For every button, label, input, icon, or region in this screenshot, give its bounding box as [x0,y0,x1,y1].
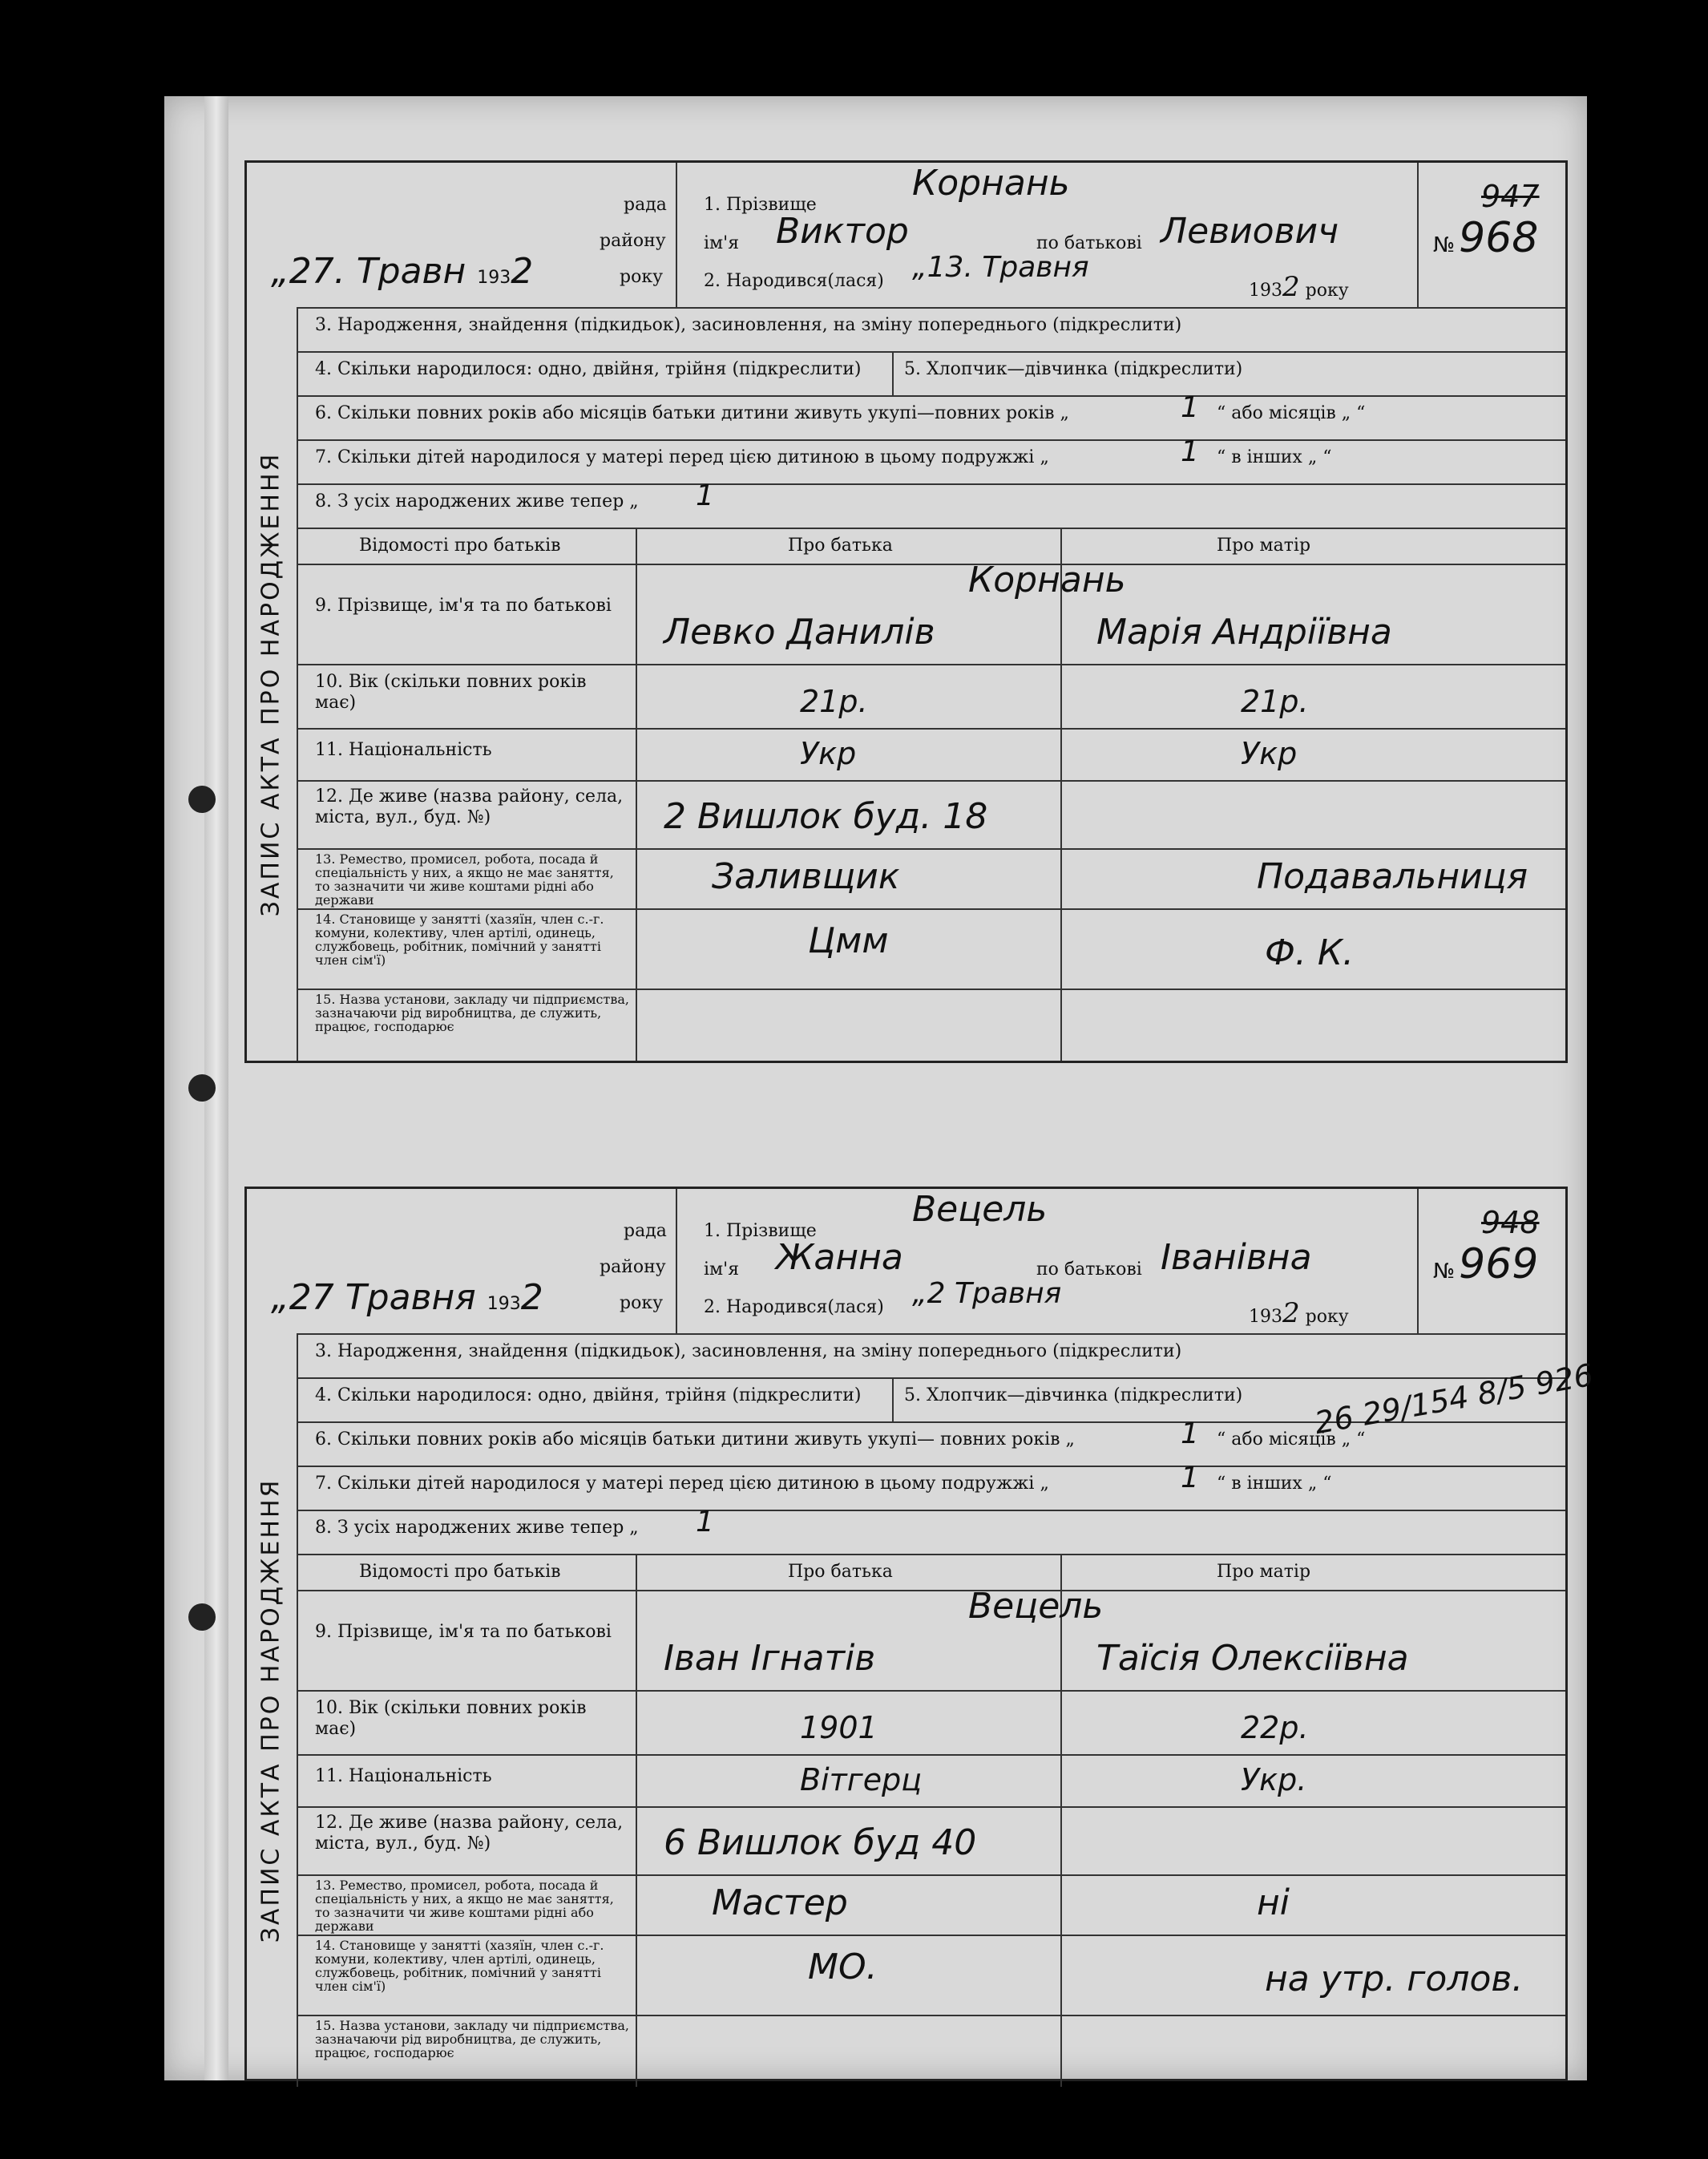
q9-label: 9. Прізвище, ім'я та по батькові [315,596,612,616]
rayonu-label: району [600,1257,666,1277]
row-divider [297,1554,1565,1555]
reg-year-prefix: 193 [477,268,511,288]
father-nat-value: Укр [800,736,857,771]
rayonu-label: району [600,231,666,251]
father-age-value: 1901 [800,1710,878,1745]
row-divider [297,1377,1565,1379]
born-label: 2. Народився(лася) [704,1297,884,1317]
surname-label: 1. Прізвище [704,195,817,215]
q13-label: 13. Ремество, промисел, робота, посада й спеціальність у них, а якщо не має заняття, то зазначити чи живе коштами рідні або держави [315,851,614,908]
rada-label: рада [624,1221,667,1241]
born-month: Травня [982,251,1089,284]
q6-months-label: “ або місяців „ “ [1217,1429,1366,1449]
col-divider [636,1554,637,2087]
q8-label: 8. З усіх народжених живе тепер „ [315,1518,639,1538]
row-divider [297,564,1565,565]
old-record-number: 947 [1481,179,1540,214]
row-divider [297,528,1565,529]
born-date: „13. Травня [912,251,1089,284]
q6-label: 6. Скільки повних років або місяців батьки дитини живуть укупі— повних років „ [315,1429,1075,1449]
mother-name-value: Марія Андріївна [1096,612,1392,653]
head-divider [676,163,677,307]
q7-label: 7. Скільки дітей народилося у матері перед цією дитиною в цьому подружжі „ [315,1474,1049,1494]
q7-other-label: “ в інших „ “ [1217,1474,1332,1494]
born-year-prefix: 193 [1249,281,1282,301]
birth-record-969 [244,1187,1597,2081]
born-year: 2 [1282,1297,1300,1329]
father-name-value: Левко Данилів [664,612,935,653]
row-divider [297,1510,1565,1511]
q12-label: 12. Де живе (назва району, села, міста, вул., буд. №) [315,1813,624,1854]
q3-label: 3. Народження, знайдення (підкидьок), засиновлення, на зміну попереднього (підкреслити) [315,315,1182,335]
row-divider [297,989,1565,990]
row-divider [297,1874,1565,1876]
reg-day: 27. [289,251,345,292]
row-divider [297,307,1565,309]
cell-divider [892,1377,894,1421]
patronymic-label: по батькові [1036,1259,1142,1280]
record-number: 969 [1459,1240,1539,1288]
reg-month: Травн [356,251,466,292]
header-info: Відомості про батьків [359,1562,561,1582]
row-divider [297,728,1565,730]
q4-label: 4. Скільки народилося: одно, двійня, трійня (підкреслити) [315,359,862,379]
side-label [247,1333,295,2087]
head-divider [1417,1189,1419,1333]
mother-age-value: 21р. [1241,684,1309,719]
side-label-text: ЗАПИС АКТА ПРО НАРОДЖЕННЯ [256,1478,285,1943]
side-divider [297,1333,298,2087]
father-job-value: Мастер [712,1882,848,1923]
born-roku-label: року [1305,281,1349,301]
side-divider [297,307,298,1061]
mother-pos-value: на утр. голов. [1265,1959,1524,1999]
row-divider [297,351,1565,353]
father-nat-value: Вітгерц [800,1762,923,1797]
row-divider [297,1754,1565,1756]
number-sign: № [1433,233,1456,257]
born-year-prefix: 193 [1249,1307,1282,1327]
q15-label: 15. Назва установи, закладу чи підприємства, зазначаючи рід виробництва, де служить, працює, господарює [315,2018,629,2060]
father-name-value: Іван Ігнатів [664,1638,876,1679]
row-divider [297,1935,1565,1936]
row-divider [297,780,1565,782]
name-label: ім'я [704,1259,740,1280]
reg-year-prefix: 193 [487,1294,521,1314]
q7-other-label: “ в інших „ “ [1217,447,1332,467]
record-number-box [1433,179,1540,262]
row-divider [297,439,1565,441]
given-name-value: Жанна [776,1237,903,1278]
binding-hole [188,786,216,813]
born-month: Травня [955,1277,1062,1310]
header-mother: Про матір [1217,536,1311,556]
q7-value: 1 [1181,1462,1199,1494]
patronymic-value: Левиович [1161,211,1339,252]
q14-label: 14. Становище у занятті (хазяїн, член с.-г. комуни, колективу, член артілі, одинець, службовець, робітник, помічний у занятті член сім'ї) [315,912,604,968]
mother-job-value: ні [1257,1882,1290,1923]
row-divider [297,1466,1565,1467]
reg-year: 2 [511,251,534,292]
born-date: „2 Травня [912,1277,1062,1310]
born-day: 2 [927,1277,946,1310]
row-divider [297,848,1565,850]
born-roku-label: року [1305,1307,1349,1327]
q5-label: 5. Хлопчик—дівчинка (підкреслити) [904,1385,1243,1405]
address-value: 2 Вишлок буд. 18 [664,796,988,837]
margin-note: 26 29/154 8/5 926 [1311,1356,1597,1441]
father-pos-value: МО. [808,1947,878,1987]
q4-label: 4. Скільки народилося: одно, двійня, трійня (підкреслити) [315,1385,862,1405]
name-label: ім'я [704,233,740,253]
given-name-value: Виктор [776,211,909,252]
record-number-box [1433,1205,1540,1288]
reg-date: „27. Травн 1932 [271,251,534,292]
side-label [247,307,295,1061]
reg-year: 2 [520,1277,543,1318]
reg-month: Травня [345,1277,476,1318]
q12-label: 12. Де живе (назва району, села, міста, вул., буд. №) [315,786,624,827]
q9-surname-value: Корнань [968,560,1126,600]
q3-label: 3. Народження, знайдення (підкидьок), засиновлення, на зміну попереднього (підкреслити) [315,1341,1182,1361]
q8-value: 1 [696,1506,714,1538]
born-year-block [1249,1297,1349,1329]
mother-nat-value: Укр [1241,736,1298,771]
record-number: 968 [1459,214,1539,262]
q14-label: 14. Становище у занятті (хазяїн, член с.-г. комуни, колективу, член артілі, одинець, службовець, робітник, помічний у занятті член сім'ї) [315,1938,604,1994]
father-job-value: Заливщик [712,856,900,897]
q7-label: 7. Скільки дітей народилося у матері перед цією дитиною в цьому подружжі „ [315,447,1049,467]
mother-job-value: Подавальниця [1257,856,1528,897]
head-divider [676,1189,677,1333]
cell-divider [892,351,894,395]
reg-day: 27 [289,1277,334,1318]
mother-age-value: 22р. [1241,1710,1309,1745]
q5-label: 5. Хлопчик—дівчинка (підкреслити) [904,359,1243,379]
col-divider [636,528,637,1061]
row-divider [297,1690,1565,1692]
row-divider [297,483,1565,485]
binding-hole [188,1603,216,1631]
q13-label: 13. Ремество, промисел, робота, посада й спеціальність у них, а якщо не має заняття, то зазначити чи живе коштами рідні або держави [315,1878,614,1934]
patronymic-value: Іванівна [1161,1237,1312,1278]
born-day: 13. [927,251,973,284]
header-father: Про батька [788,536,893,556]
col-divider [1060,528,1062,1061]
q8-value: 1 [696,479,714,512]
address-value: 6 Вишлок буд 40 [664,1822,977,1863]
mother-nat-value: Укр. [1241,1762,1307,1797]
q6-years-value: 1 [1181,1417,1199,1450]
row-divider [297,395,1565,397]
row-divider [297,1806,1565,1808]
row-divider [297,908,1565,910]
binding-hole [188,1074,216,1102]
number-sign: № [1433,1259,1456,1284]
row-divider [297,1590,1565,1591]
patronymic-label: по батькові [1036,233,1142,253]
reg-date: „27 Травня 1932 [271,1277,543,1318]
mother-name-value: Таїсія Олексіївна [1096,1638,1409,1679]
q11-label: 11. Національність [315,1766,492,1786]
mother-pos-value: Ф. К. [1265,932,1355,973]
q6-months-label: “ або місяців „ “ [1217,403,1366,423]
side-label-text: ЗАПИС АКТА ПРО НАРОДЖЕННЯ [256,451,285,916]
q11-label: 11. Національність [315,740,492,760]
header-father: Про батька [788,1562,893,1582]
header-mother: Про матір [1217,1562,1311,1582]
surname-label: 1. Прізвище [704,1221,817,1241]
born-year: 2 [1282,271,1300,303]
q9-surname-value: Вецель [968,1586,1104,1627]
q7-value: 1 [1181,435,1199,468]
q10-label: 10. Вік (скільки повних років має) [315,1698,587,1739]
roku-label: року [620,1293,664,1313]
col-divider [1060,1554,1062,2087]
q8-label: 8. З усіх народжених живе тепер „ [315,491,639,511]
row-divider [297,664,1565,665]
q6-label: 6. Скільки повних років або місяців батьки дитини живуть укупі—повних років „ [315,403,1069,423]
q9-label: 9. Прізвище, ім'я та по батькові [315,1622,612,1642]
row-divider [297,2015,1565,2016]
father-age-value: 21р. [800,684,868,719]
father-pos-value: Цмм [808,920,889,961]
q6-years-value: 1 [1181,391,1199,424]
row-divider [297,1333,1565,1335]
rada-label: рада [624,195,667,215]
birth-record-968 [244,160,1568,1063]
header-info: Відомості про батьків [359,536,561,556]
roku-label: року [620,267,664,287]
old-record-number: 948 [1481,1205,1540,1240]
head-divider [1417,163,1419,307]
born-label: 2. Народився(лася) [704,271,884,291]
q10-label: 10. Вік (скільки повних років має) [315,672,587,713]
surname-value: Корнань [912,163,1070,204]
born-year-block [1249,271,1349,303]
surname-value: Вецель [912,1189,1048,1230]
q15-label: 15. Назва установи, закладу чи підприємства, зазначаючи рід виробництва, де служить, працює, господарює [315,992,629,1034]
